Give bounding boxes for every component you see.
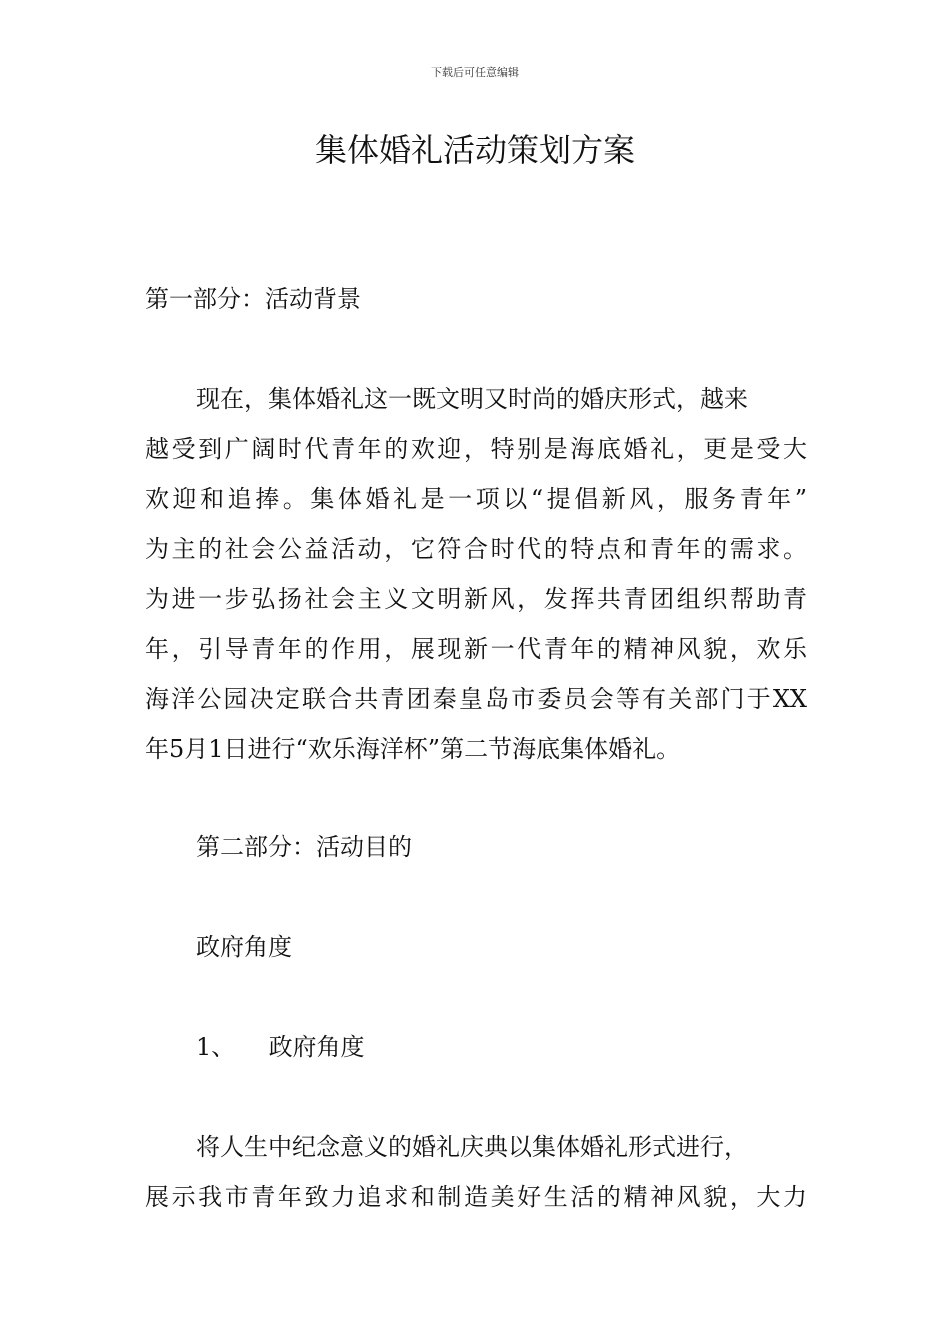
document-title: 集体婚礼活动策划方案 <box>314 131 635 169</box>
list-item-number: 1、 <box>196 1033 236 1061</box>
paragraph-line: 现在，集体婚礼这一既文明又时尚的婚庆形式，越来 <box>196 385 748 413</box>
header-note: 下载后可任意编辑 <box>431 66 519 79</box>
paragraph-line: 为主的社会公益活动，它符合时代的特点和青年的需求。 <box>145 535 807 563</box>
section2-heading: 第二部分：活动目的 <box>196 833 412 861</box>
paragraph-line: 年，引导青年的作用，展现新一代青年的精神风貌，欢乐 <box>145 635 807 663</box>
paragraph-line: 为进一步弘扬社会主义文明新风，发挥共青团组织帮助青 <box>145 585 807 613</box>
paragraph-line: 越受到广阔时代青年的欢迎，特别是海底婚礼，更是受大 <box>145 435 807 463</box>
paragraph-line: 海洋公园决定联合共青团秦皇岛市委员会等有关部门于XX <box>145 685 807 713</box>
paragraph-line: 展示我市青年致力追求和制造美好生活的精神风貌，大力 <box>145 1183 807 1211</box>
list-item <box>196 1032 365 1062</box>
paragraph-line: 年5月1日进行“欢乐海洋杯”第二节海底集体婚礼。 <box>145 735 681 763</box>
paragraph-line: 将人生中纪念意义的婚礼庆典以集体婚礼形式进行， <box>196 1133 748 1161</box>
paragraph-line: 欢迎和追捧。集体婚礼是一项以“提倡新风，服务青年” <box>145 485 807 513</box>
subheading-government: 政府角度 <box>196 933 292 961</box>
section1-heading: 第一部分：活动背景 <box>145 285 361 313</box>
list-item-text: 政府角度 <box>268 1033 365 1061</box>
